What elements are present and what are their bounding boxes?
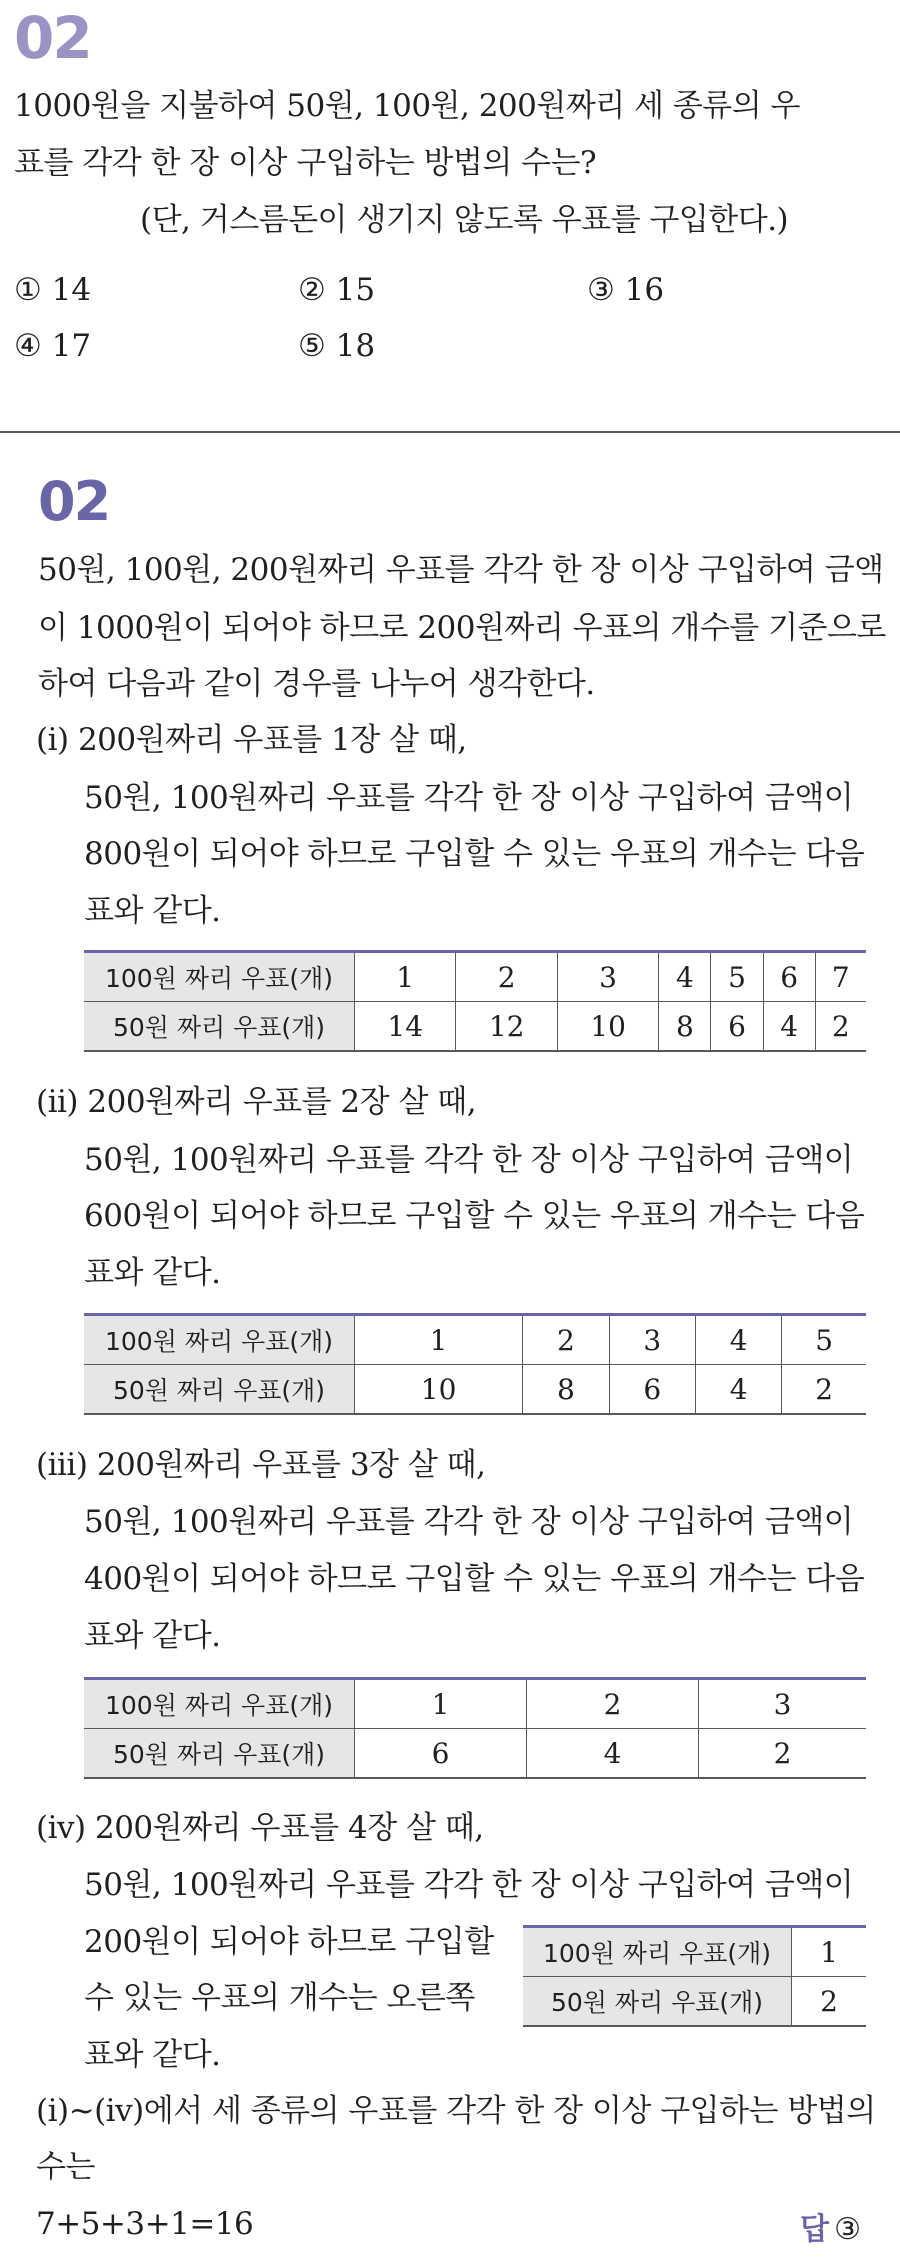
option-2[interactable]: ② 15 [298,272,376,308]
question-line-1: 1000원을 지불하여 50원, 100원, 200원짜리 세 종류의 우 [14,88,800,124]
conclusion-line-1: (i)~(iv)에서 세 종류의 우표를 각각 한 장 이상 구입하는 방법의 [36,2093,876,2129]
table-cell: 1 [355,1315,523,1365]
case-2-line-2: 600원이 되어야 하므로 구입할 수 있는 우표의 개수는 다음 [84,1198,865,1234]
table-cell: 4 [527,1729,699,1779]
case-1-title: (i) 200원짜리 우표를 1장 살 때, [36,722,467,758]
answer-value: ③ [834,2212,861,2247]
table-cell: 3 [557,952,658,1002]
table-cell: 4 [763,1002,815,1052]
question-line-2: 표를 각각 한 장 이상 구입하는 방법의 수는? [14,145,597,181]
conclusion-line-2: 수는 [36,2149,95,2185]
case-4-line-3: 수 있는 우표의 개수는 오른쪽 [84,1980,475,2016]
table-cell: 2 [699,1729,866,1779]
case-3-line-1: 50원, 100원짜리 우표를 각각 한 장 이상 구입하여 금액이 [84,1504,854,1540]
option-4[interactable]: ④ 17 [14,328,92,364]
question-number: 02 [14,4,91,72]
intro-line-3: 하여 다음과 같이 경우를 나누어 생각한다. [38,666,595,702]
table-cell: 2 [456,952,557,1002]
table-cell: 7 [815,952,866,1002]
case-1-table [84,950,866,1052]
section-divider [0,431,900,433]
case-3-line-3: 표와 같다. [84,1618,221,1654]
table-cell: 2 [815,1002,866,1052]
header-50: 50원 짜리 우표(개) [84,1365,355,1415]
table-cell: 2 [792,1977,867,2027]
case-4-line-1: 50원, 100원짜리 우표를 각각 한 장 이상 구입하여 금액이 [84,1867,854,1903]
answer-mark [800,2204,861,2248]
case-4-line-2: 200원이 되어야 하므로 구입할 [84,1924,494,1960]
table-cell: 4 [695,1315,781,1365]
table-cell: 14 [355,1002,456,1052]
table-cell: 10 [355,1365,523,1415]
case-4-table [523,1925,866,2027]
answer-label: 답 [800,2212,829,2247]
table-cell: 2 [523,1315,609,1365]
table-cell: 5 [782,1315,866,1365]
case-2-line-1: 50원, 100원짜리 우표를 각각 한 장 이상 구입하여 금액이 [84,1142,854,1178]
table-cell: 12 [456,1002,557,1052]
header-50: 50원 짜리 우표(개) [523,1977,792,2027]
header-50: 50원 짜리 우표(개) [84,1002,355,1052]
header-100: 100원 짜리 우표(개) [523,1927,792,1977]
case-4-line-4: 표와 같다. [84,2037,221,2073]
case-2-line-3: 표와 같다. [84,1255,221,1291]
table-cell: 1 [355,1679,527,1729]
table-cell: 6 [711,1002,763,1052]
question-line-3: (단, 거스름돈이 생기지 않도록 우표를 구입한다.) [140,202,789,238]
table-cell: 8 [523,1365,609,1415]
header-50: 50원 짜리 우표(개) [84,1729,355,1779]
case-3-line-2: 400원이 되어야 하므로 구입할 수 있는 우표의 개수는 다음 [84,1561,865,1597]
table-cell: 6 [609,1365,695,1415]
case-2-table [84,1313,866,1415]
table-cell: 6 [355,1729,527,1779]
solution-number: 02 [38,470,110,533]
table-cell: 2 [527,1679,699,1729]
table-cell: 6 [763,952,815,1002]
table-cell: 3 [699,1679,866,1729]
case-4-title: (iv) 200원짜리 우표를 4장 살 때, [36,1810,484,1846]
intro-line-1: 50원, 100원, 200원짜리 우표를 각각 한 장 이상 구입하여 금액 [38,552,884,588]
table-cell: 1 [792,1927,867,1977]
intro-line-2: 이 1000원이 되어야 하므로 200원짜리 우표의 개수를 기준으로 [38,610,886,646]
header-100: 100원 짜리 우표(개) [84,1315,355,1365]
table-cell: 1 [355,952,456,1002]
table-cell: 8 [659,1002,711,1052]
header-100: 100원 짜리 우표(개) [84,1679,355,1729]
table-cell: 5 [711,952,763,1002]
option-1[interactable]: ① 14 [14,272,92,308]
table-cell: 3 [609,1315,695,1365]
case-1-line-2: 800원이 되어야 하므로 구입할 수 있는 우표의 개수는 다음 [84,836,865,872]
case-2-title: (ii) 200원짜리 우표를 2장 살 때, [36,1084,477,1120]
equation: 7+5+3+1=16 [36,2206,254,2242]
table-cell: 4 [695,1365,781,1415]
option-5[interactable]: ⑤ 18 [298,328,376,364]
case-3-title: (iii) 200원짜리 우표를 3장 살 때, [36,1447,486,1483]
table-cell: 10 [557,1002,658,1052]
table-cell: 2 [782,1365,866,1415]
case-1-line-3: 표와 같다. [84,893,221,929]
table-cell: 4 [659,952,711,1002]
header-100: 100원 짜리 우표(개) [84,952,355,1002]
option-3[interactable]: ③ 16 [587,272,665,308]
case-3-table [84,1677,866,1779]
case-1-line-1: 50원, 100원짜리 우표를 각각 한 장 이상 구입하여 금액이 [84,780,854,816]
